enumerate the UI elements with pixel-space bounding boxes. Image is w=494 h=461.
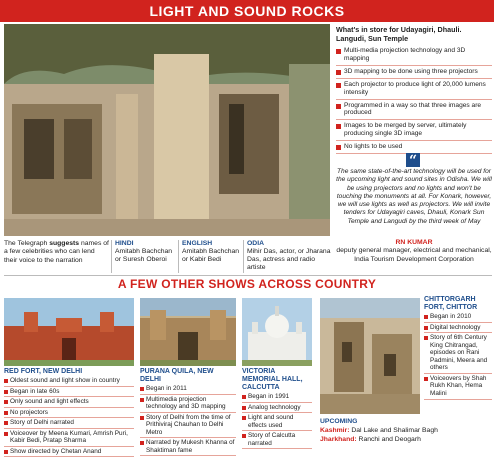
chittorgarh-photo (320, 298, 420, 414)
show-title: PURANA QUILA, NEW DELHI (140, 368, 214, 384)
bullet-icon (4, 379, 8, 383)
show-purana-quila (140, 298, 236, 456)
celebrity-odia: ODIA Mihir Das, actor, or Jharana Das, actress and radio artiste (247, 240, 331, 272)
bullet-icon (4, 411, 8, 415)
show-victoria-memorial (242, 298, 312, 449)
chittorgarh-photo-col (320, 298, 420, 414)
show-bullet: Began in 2011 (140, 384, 236, 395)
celebrity-intro: The Telegraph suggests names of a few celebrities who can lend their voice to the narration (4, 240, 109, 264)
show-title: CHITTORGARH FORT, CHITTOR (424, 296, 478, 312)
headline-banner: LIGHT AND SOUND ROCKS (0, 0, 494, 22)
show-bullet: Digital technology (424, 323, 492, 334)
show-bullet: Voiceovers by Shah Rukh Khan, Hema Malini (424, 374, 492, 400)
bullet-icon (424, 377, 428, 381)
bullet-icon (242, 395, 246, 399)
show-bullet: Multimedia projection technology and 3D mapping (140, 395, 236, 413)
bullet-icon (4, 390, 8, 394)
quote-mark-icon: “ (406, 153, 420, 167)
divider (111, 240, 112, 273)
show-bullet: Only sound and light effects (4, 397, 134, 408)
show-title: RED FORT, NEW DELHI (4, 368, 83, 375)
bullet-icon (336, 104, 341, 109)
upcoming-jharkhand: Jharkhand: Ranchi and Deogarh (320, 435, 421, 443)
section-heading: A FEW OTHER SHOWS ACROSS COUNTRY (117, 277, 377, 291)
show-bullet: Narrated by Mukesh Khanna of Shaktiman fame (140, 438, 236, 456)
bullet-icon (336, 83, 341, 88)
celebrity-english: ENGLISH Amitabh Bachchan or Kabir Bedi (182, 240, 240, 264)
celebrity-hindi: HINDI Amitabh Bachchan or Suresh Oberoi (115, 240, 173, 264)
show-bullet: Show directed by Chetan Anand (4, 447, 134, 458)
bullet-icon (424, 336, 428, 340)
show-bullet: Analog technology (242, 403, 312, 414)
victoria-memorial-photo (242, 298, 312, 366)
info-bullet-list (336, 45, 492, 154)
bullet-icon (140, 387, 144, 391)
show-bullet: Oldest sound and light show in country (4, 376, 134, 387)
bullet-icon (4, 400, 8, 404)
bullet-icon (424, 326, 428, 330)
bullet-icon (336, 145, 341, 150)
show-chittorgarh (424, 296, 492, 400)
bullet-icon (4, 432, 8, 436)
bullet-icon (140, 441, 144, 445)
info-heading: What's in store for Udayagiri, Dhauli. Langudi, Sun Temple (336, 25, 462, 43)
show-bullet: Story of Delhi from the time of Prithiviraj Chauhan to Delhi Metro (140, 413, 236, 439)
show-bullet: Story of Delhi narrated (4, 418, 134, 429)
bullet-icon (336, 124, 341, 129)
bullet-icon (424, 315, 428, 319)
show-bullet: Story of 6th Century King Chitrangad, episodes on Rani Padmini, Meera and others (424, 333, 492, 374)
show-red-fort (4, 298, 134, 457)
info-bullet: Multi-media projection technology and 3D mapping (336, 45, 492, 66)
show-bullet: No projectors (4, 408, 134, 419)
show-bullet: Story of Calcutta narrated (242, 431, 312, 449)
show-bullet: Began in 1991 (242, 392, 312, 403)
bullet-icon (140, 398, 144, 402)
info-bullet: 3D mapping to be done using three projectors (336, 66, 492, 79)
upcoming-kashmir: Kashmir: Dal Lake and Shalimar Bagh (320, 426, 438, 434)
divider (243, 240, 244, 273)
bullet-icon (4, 450, 8, 454)
upcoming-title: UPCOMING (320, 418, 358, 425)
udayagiri-caves-photo (4, 24, 330, 236)
show-bullet: Voiceover by Meena Kumari, Amrish Puri, Kabir Bedi, Pratap Sharma (4, 429, 134, 447)
bullet-icon (242, 434, 246, 438)
bullet-icon (140, 416, 144, 420)
bullet-icon (336, 49, 341, 54)
bullet-icon (242, 416, 246, 420)
show-bullet: Began in late 60s (4, 387, 134, 398)
upcoming-box (320, 418, 492, 444)
attribution: RN KUMAR deputy general manager, electrical and mechanical, India Tourism Development Corporation (336, 239, 492, 263)
info-bullet: Images to be merged by server, ultimately producing single 3D image (336, 120, 492, 141)
purana-quila-photo (140, 298, 236, 366)
section-divider (4, 275, 492, 276)
show-bullet: Light and sound effects used (242, 413, 312, 431)
info-bullet: Programmed in a way so that three images are produced (336, 100, 492, 121)
divider (178, 240, 179, 273)
red-fort-photo (4, 298, 134, 366)
show-title: VICTORIA MEMORIAL HALL, CALCUTTA (242, 368, 303, 392)
official-quote: The same state-of-the-art technology will be used for the upcoming light and sound sites in Odisha. We will be using projectors and no lights and won't be touching the monuments at all. For Konark, however, we will use lights as well as projectors. We will invite tenders for Udayagiri caves, Dhauli, Konark Sun Temple and Langudi by the third week of May (336, 168, 492, 225)
info-bullet: Each projector to produce light of 20,000 lumens intensity (336, 79, 492, 100)
show-bullet: Began in 2010 (424, 312, 492, 323)
info-bullet: No lights to be used (336, 141, 492, 154)
bullet-icon (242, 406, 246, 410)
bullet-icon (4, 421, 8, 425)
bullet-icon (336, 70, 341, 75)
